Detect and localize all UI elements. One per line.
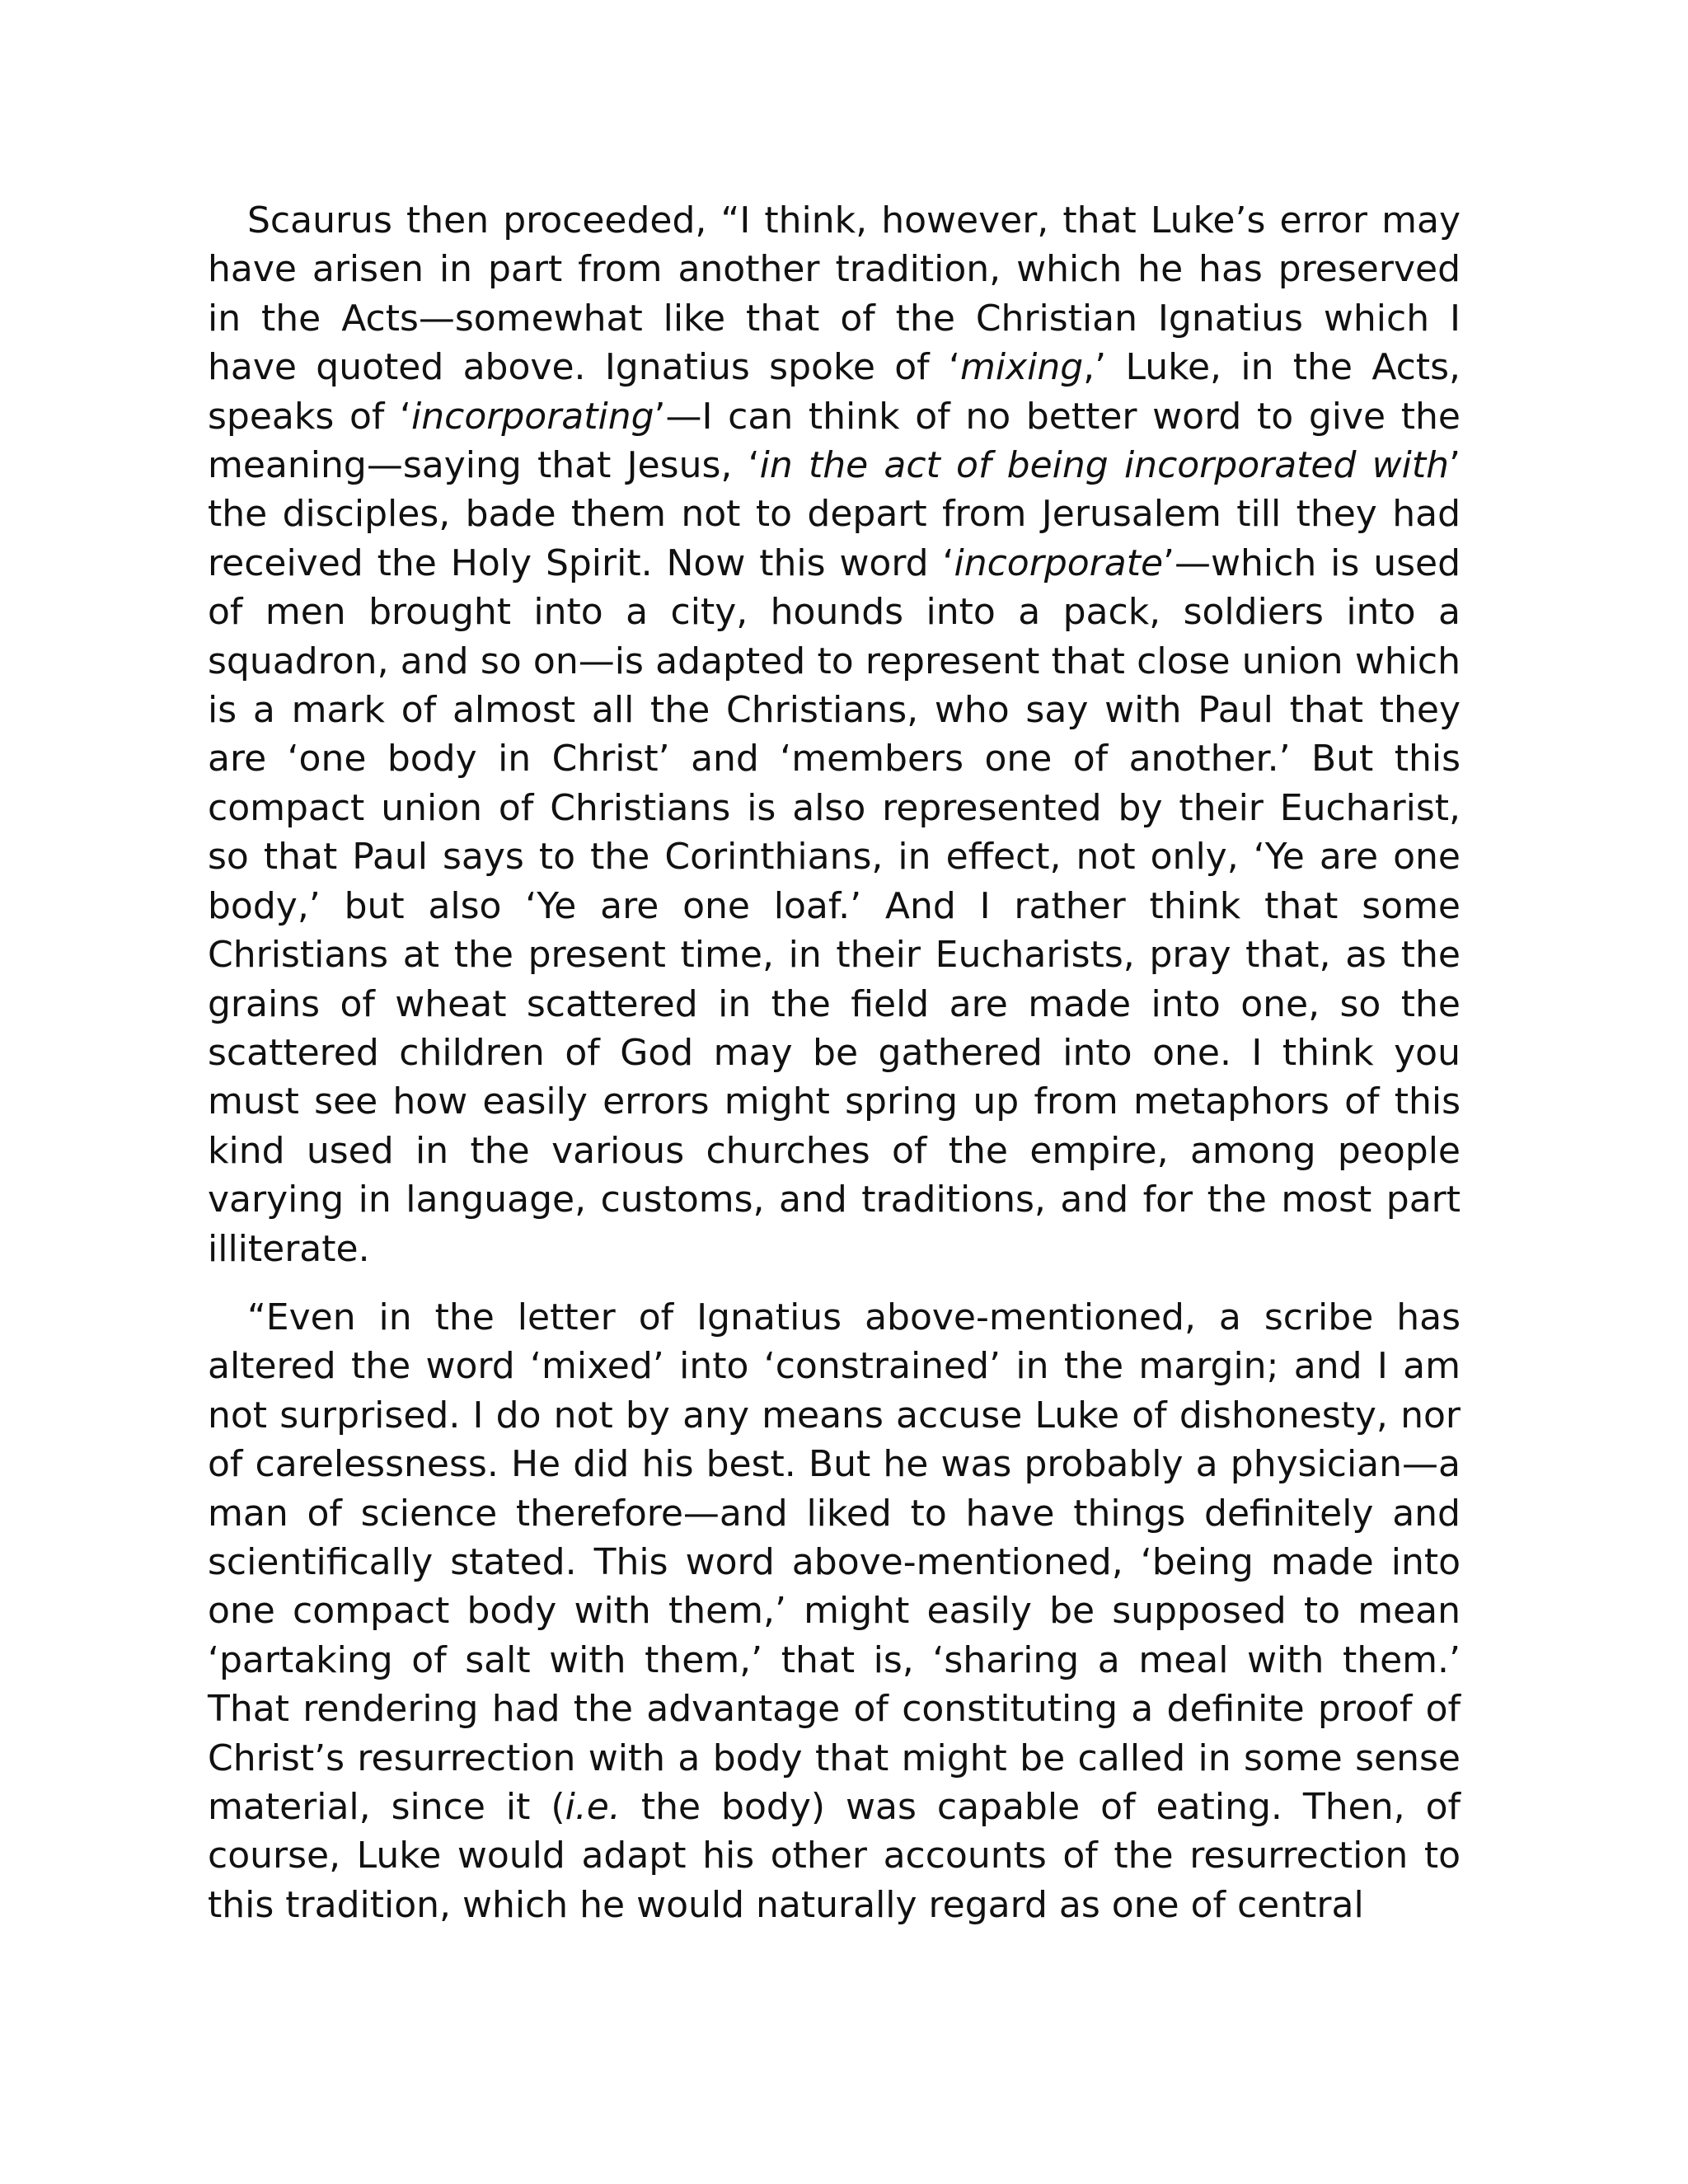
page-body xyxy=(208,196,1461,1929)
italic-text-run: incorporate xyxy=(954,541,1164,584)
text-run: ’—I can think of no better word to give the meaning—saying that Jesus, ‘ xyxy=(208,395,1461,487)
paragraph-scaurus-proceeded xyxy=(208,196,1461,1273)
italic-text-run: incorporating xyxy=(411,395,654,438)
text-run: the body) was capable of eating. Then, of course, Luke would adapt his other accounts of the resurrection to this tradition, which he would naturally regard as one of central xyxy=(208,1786,1461,1926)
text-run: “Even in the letter of Ignatius above-mentioned, a scribe has altered the word ‘mixed’ into ‘constrained’ in the margin; and I am not surprised. I do not by any means accuse Luke of dishonesty, nor of carelessness. He did his best. But he was probably a physician—a man of science therefore—and liked to have things definitely and scientifically stated. This word above-mentioned, ‘being made into one compact body with them,’ might easily be supposed to mean ‘partaking of salt with them,’ that is, ‘sharing a meal with them.’ That rendering had the advantage of constituting a definite proof of Christ’s resurrection with a body that might be called in some sense material, since it ( xyxy=(208,1296,1461,1828)
italic-text-run: mixing xyxy=(959,346,1084,389)
italic-text-run: in the act of being incorporated with xyxy=(759,444,1450,487)
text-run: ’—which is used of men brought into a city, hounds into a pack, soldiers into a squadron, and so on—is adapted to represent that close union which is a mark of almost all the Christians, who say with Paul that they are ‘one body in Christ’ and ‘members one of another.’ But this compact union of Christians is also represented by their Eucharist, so that Paul says to the Corinthians, in effect, not only, ‘Ye are one body,’ but also ‘Ye are one loaf.’ And I rather think that some Christians at the present time, in their Eucharists, pray that, as the grains of wheat scattered in the field are made into one, so the scattered children of God may be gathered into one. I think you must see how easily errors might spring up from metaphors of this kind used in the various churches of the empire, among people varying in language, customs, and traditions, and for the most part illiterate. xyxy=(208,541,1461,1270)
italic-text-run: i.e. xyxy=(565,1786,621,1828)
text-run: ’ the disciples, bade them not to depart from Jerusalem till they had received the Holy Spirit. Now this word ‘ xyxy=(208,444,1461,584)
paragraph-ignatius-letter xyxy=(208,1293,1461,1929)
text-run: Scaurus then proceeded, “I think, however, that Luke’s error may have arisen in part from another tradition, which he has preserved in the Acts—somewhat like that of the Christian Ignatius which I have quoted above. Ignatius spoke of ‘ xyxy=(208,199,1461,389)
text-run: ,’ Luke, in the Acts, speaks of ‘ xyxy=(208,346,1461,438)
